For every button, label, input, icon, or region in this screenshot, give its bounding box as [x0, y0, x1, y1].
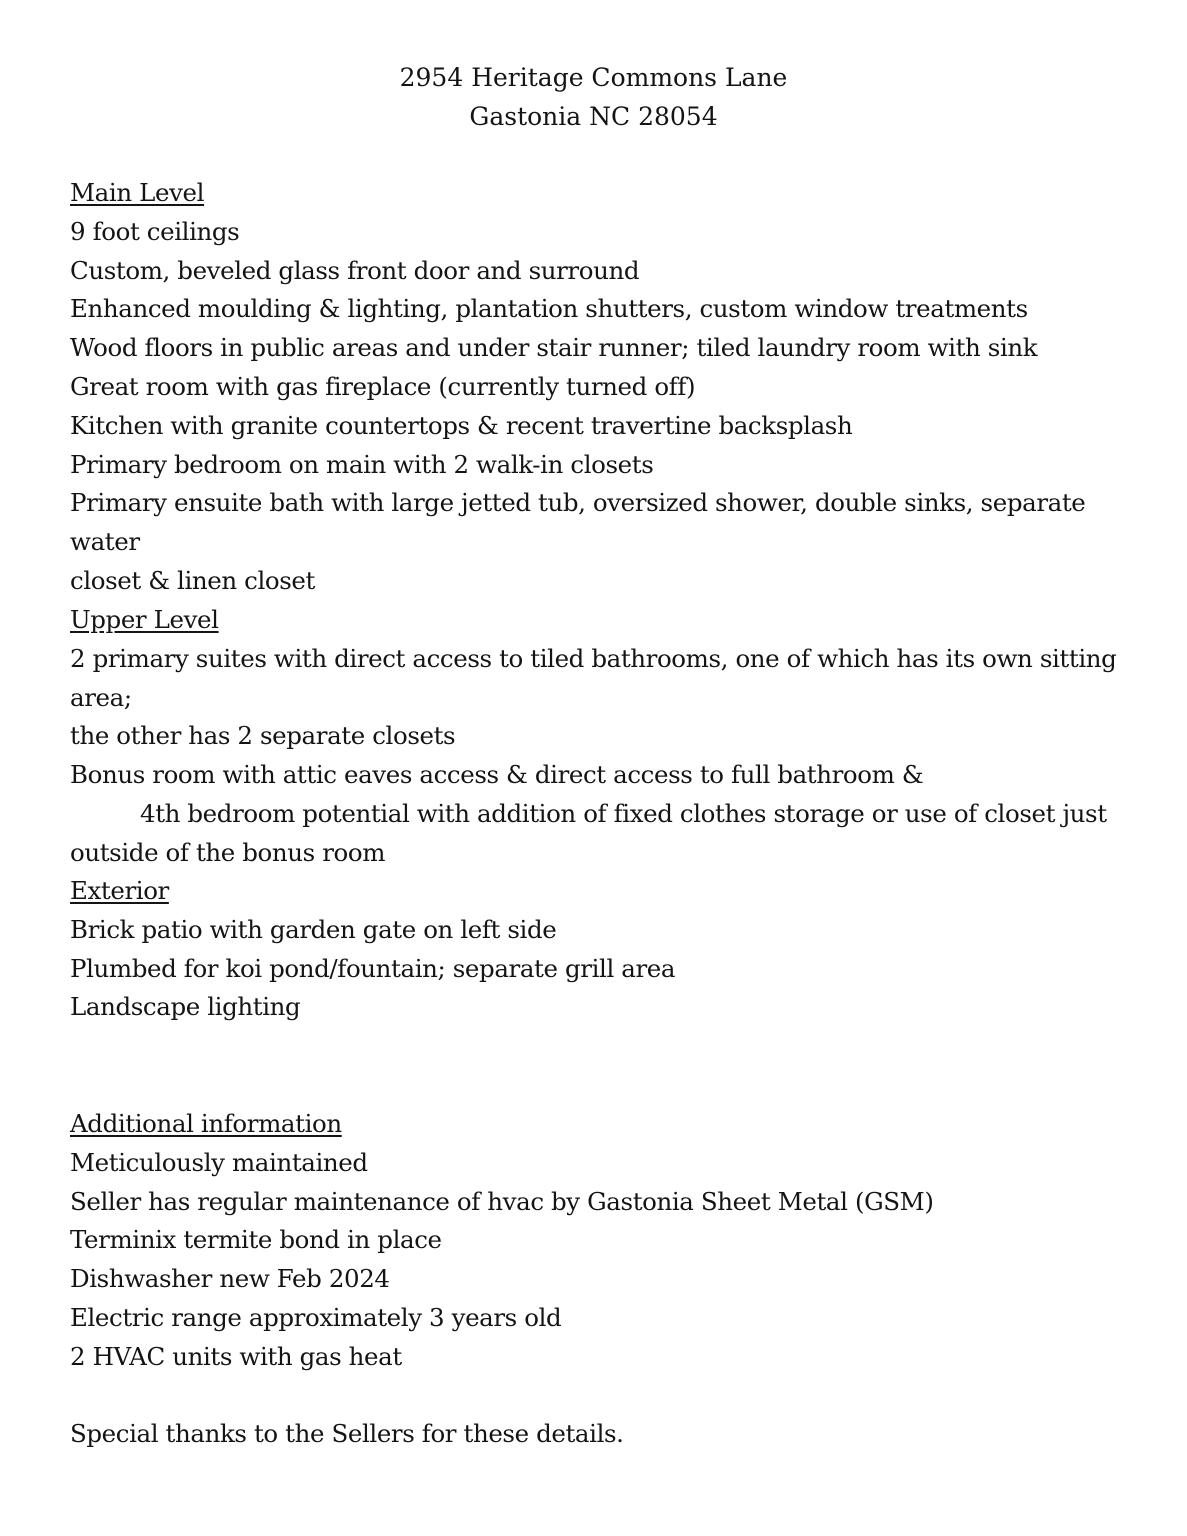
list-item: Wood floors in public areas and under stair runner; tiled laundry room with sink — [70, 333, 1038, 363]
exterior-heading: Exterior — [70, 876, 169, 905]
additional-information-heading: Additional information — [70, 1109, 342, 1138]
closing-note: Special thanks to the Sellers for these details. — [70, 1419, 624, 1448]
list-item: Seller has regular maintenance of hvac by Gastonia Sheet Metal (GSM) — [70, 1186, 934, 1216]
list-item: 2 primary suites with direct access to tiled bathrooms, one of which has its own sitting area; — [70, 643, 1117, 712]
list-item: 4th bedroom potential with addition of fixed clothes storage or use of closet just — [140, 798, 1107, 828]
list-item: Terminix termite bond in place — [70, 1225, 442, 1255]
address-header — [0, 58, 1187, 136]
list-item: Dishwasher new Feb 2024 — [70, 1264, 390, 1294]
main-level-section — [70, 174, 1130, 601]
list-item: 9 foot ceilings — [70, 216, 240, 246]
address-street: 2954 Heritage Commons Lane — [399, 63, 788, 92]
list-item: Primary bedroom on main with 2 walk-in closets — [70, 449, 654, 479]
list-item: Custom, beveled glass front door and surround — [70, 255, 640, 285]
additional-information-section — [70, 1105, 1130, 1377]
list-item: Electric range approximately 3 years old — [70, 1302, 562, 1332]
address-city-line: Gastonia NC 28054 — [469, 102, 718, 131]
list-item: the other has 2 separate closets — [70, 721, 456, 751]
list-item: closet & linen closet — [70, 565, 315, 595]
list-item: Landscape lighting — [70, 992, 301, 1022]
exterior-section — [70, 872, 1130, 1027]
list-item: Brick patio with garden gate on left side — [70, 914, 557, 944]
list-item: Meticulously maintained — [70, 1147, 368, 1177]
list-item: Primary ensuite bath with large jetted tub, oversized shower, double sinks, separate water — [70, 488, 1086, 557]
list-item: 2 HVAC units with gas heat — [70, 1341, 402, 1371]
upper-level-heading: Upper Level — [70, 605, 219, 634]
list-item: outside of the bonus room — [70, 837, 386, 867]
list-item: Great room with gas fireplace (currently turned off) — [70, 371, 696, 401]
list-item: Enhanced moulding & lighting, plantation shutters, custom window treatments — [70, 294, 1028, 324]
upper-level-section — [70, 601, 1130, 873]
list-item: Bonus room with attic eaves access & direct access to full bathroom & — [70, 760, 924, 790]
list-item: Kitchen with granite countertops & recent travertine backsplash — [70, 410, 853, 440]
main-level-heading: Main Level — [70, 178, 205, 207]
list-item: Plumbed for koi pond/fountain; separate grill area — [70, 953, 676, 983]
